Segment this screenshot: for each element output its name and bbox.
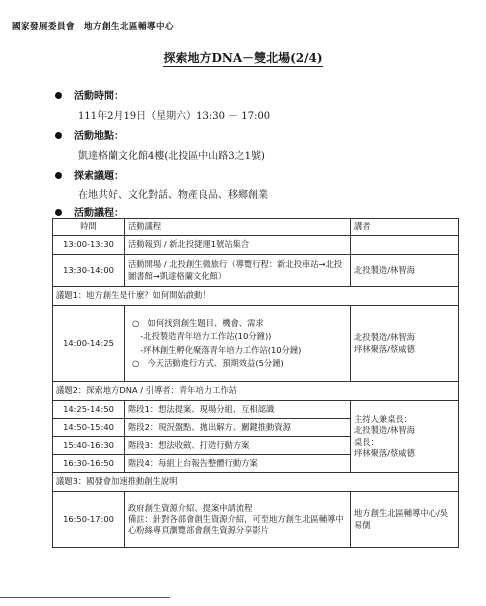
speaker-line: 坪林聚落/蔡威德 (354, 447, 415, 458)
section-place-label: 活動地點： (74, 131, 124, 142)
bullet-icon (55, 172, 62, 179)
section-topic-value: 在地共好、文化對話、物產良品、移鄉創業 (78, 190, 268, 201)
section-place-value: 凱達格蘭文化館4樓(北投區中山路3之1號) (78, 151, 265, 162)
header-speaker: 講者 (351, 219, 459, 236)
agenda-list (128, 317, 347, 370)
header-time: 時間 (53, 219, 125, 236)
row-speaker: 地方創生北區輔導中心/吳易儒 (351, 492, 459, 548)
row-desc: 階段1：想法提案、現場分組、互相認識 (125, 401, 351, 419)
table-row (53, 492, 459, 548)
topic-3: 議題3：國發會加速推動創生說明 (53, 473, 459, 492)
row-time: 13:30-14:00 (53, 255, 125, 287)
header-agenda: 活動議程 (125, 219, 351, 236)
row-desc: 階段4：每組上台報告整體行動方案 (125, 455, 351, 473)
topic-row (53, 473, 459, 492)
section-topic-label: 探索議題： (74, 171, 124, 182)
row-speaker (351, 306, 459, 382)
page-title (0, 49, 486, 66)
page-title-text: 探索地方DNA－雙北場(2/4) (163, 51, 323, 65)
row-time: 14:50-15:40 (53, 419, 125, 437)
section-topic (55, 167, 124, 182)
section-agenda-label: 活動議程： (74, 208, 124, 219)
section-time (55, 87, 124, 102)
section-agenda (55, 204, 124, 219)
speaker-line: 北投製造/林智海 (354, 332, 415, 343)
list-item: -坪林創生孵化聚落青年培力工作站(10分鐘) (132, 344, 302, 355)
table-row (53, 236, 459, 255)
row-desc-line: 政府創生資源介紹、提案申請流程 (128, 502, 253, 513)
speaker-line: 主持人兼桌長： (354, 414, 413, 425)
row-time: 13:00-13:30 (53, 236, 125, 255)
row-time: 15:40-16:30 (53, 437, 125, 455)
table-header-row (53, 219, 459, 236)
speaker-line: 桌長： (354, 436, 379, 447)
section-place (55, 127, 124, 142)
table-row (53, 255, 459, 287)
bullet-icon (55, 92, 62, 99)
row-desc (125, 306, 351, 382)
row-desc: 階段2：現況盤點、拋出解方、關鍵推動資源 (125, 419, 351, 437)
list-item: ○ 如何找到創生題目、機會、需求 (132, 318, 264, 329)
row-desc-note: 備註：針對各部會創生資源介紹，可至地方創生北區輔導中心粉絲專頁瀏覽部會創生資源分享影片 (128, 513, 344, 536)
list-item: ○ 今天活動進行方式、預期效益(5分鐘) (132, 357, 284, 368)
agenda-table (52, 218, 459, 548)
bullet-icon (55, 132, 62, 139)
section-time-value: 111年2月19日（星期六）13:30 － 17:00 (78, 111, 271, 122)
footer-divider (0, 597, 170, 598)
topic-2: 議題2：探索地方DNA / 引導者：青年培力工作站 (53, 382, 459, 401)
table-row (53, 306, 459, 382)
row-desc: 活動開場 / 北投創生微旅行（導覽行程：新北投車站→北投圖書館→凱達格蘭文化館） (125, 255, 351, 287)
organization-header: 國家發展委員會 地方創生北區輔導中心 (12, 22, 175, 32)
row-time: 14:25-14:50 (53, 401, 125, 419)
bullet-icon (55, 209, 62, 216)
row-time: 16:50-17:00 (53, 492, 125, 548)
section-time-label: 活動時間： (74, 91, 124, 102)
list-item: -北投製造青年培力工作站(10分鐘)) (132, 331, 272, 342)
row-speaker: 北投製造/林智海 (351, 255, 459, 287)
row-speaker (351, 401, 459, 473)
row-time: 16:30-16:50 (53, 455, 125, 473)
table-row (53, 401, 459, 419)
row-speaker (351, 236, 459, 255)
topic-1: 議題1：地方創生是什麼？如何開始啟動！ (53, 287, 459, 306)
speaker-line: 北投製造/林智海 (354, 425, 415, 436)
row-desc: 階段3：想法收斂、打造行動方案 (125, 437, 351, 455)
row-desc (125, 492, 351, 548)
topic-row (53, 382, 459, 401)
row-desc: 活動報到 / 新北投捷運1號站集合 (125, 236, 351, 255)
row-time: 14:00-14:25 (53, 306, 125, 382)
topic-row (53, 287, 459, 306)
speaker-line: 坪林聚落/蔡威德 (354, 343, 415, 354)
